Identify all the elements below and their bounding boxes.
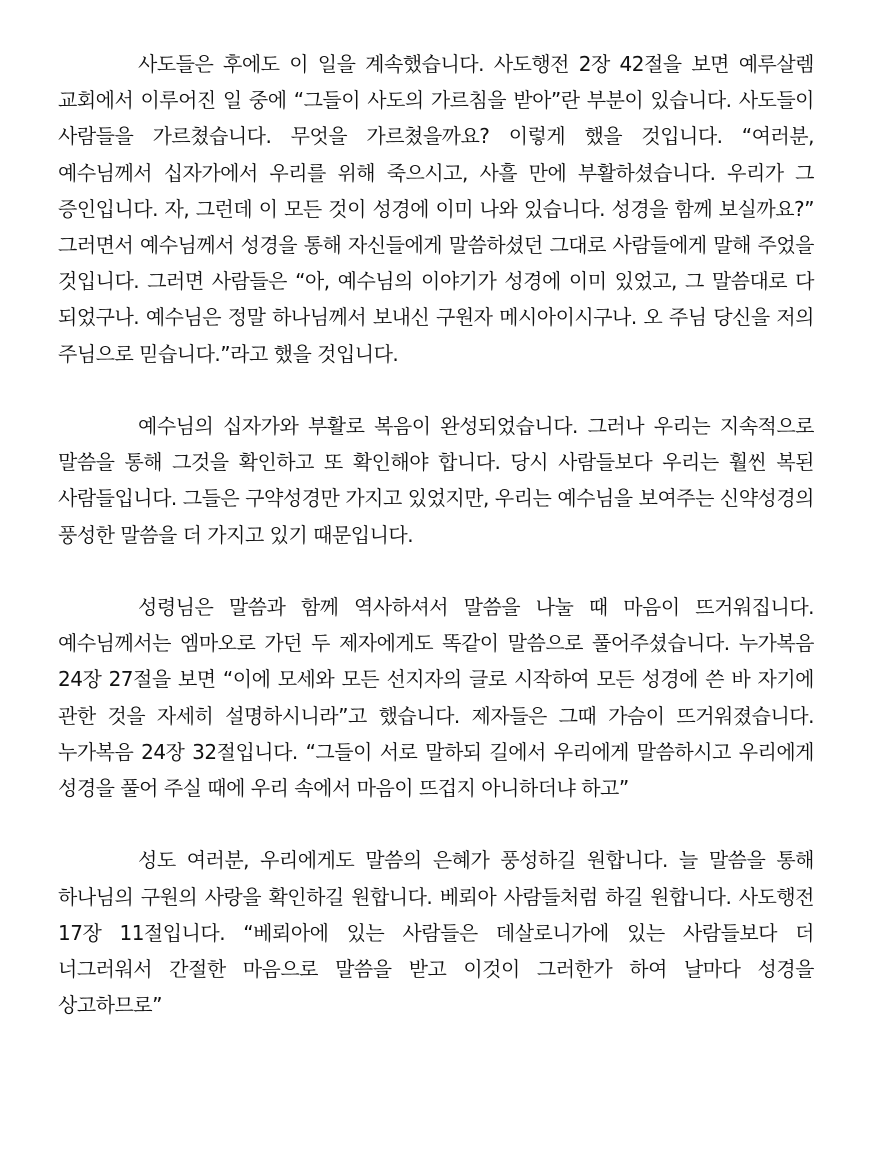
document-body — [58, 46, 814, 1060]
paragraph-2: 예수님의 십자가와 부활로 복음이 완성되었습니다. 그러나 우리는 지속적으로 말씀을 통해 그것을 확인하고 또 확인해야 합니다. 당시 사람들보다 우리는 훨씬 복된 사람들입니다. 그들은 구약성경만 가지고 있었지만, 우리는 예수님을 보여주는 신약성경의 풍성한 말씀을 더 가지고 있기 때문입니다. — [58, 414, 814, 547]
paragraph-4: 성도 여러분, 우리에게도 말씀의 은혜가 풍성하길 원합니다. 늘 말씀을 통해 하나님의 구원의 사랑을 확인하길 원합니다. 베뢰아 사람들처럼 하길 원합니다. 사도행전 17장 11절입니다. “베뢰아에 있는 사람들은 데살로니가에 있는 사람들보다 더 너그러워서 간절한 마음으로 말씀을 받고 이것이 그러한가 하여 날마다 성경을 상고하므로” — [58, 848, 814, 1018]
paragraph-1: 사도들은 후에도 이 일을 계속했습니다. 사도행전 2장 42절을 보면 예루살렘 교회에서 이루어진 일 중에 “그들이 사도의 가르침을 받아”란 부분이 있습니다. 사도들이 사람들을 가르쳤습니다. 무엇을 가르쳤을까요? 이렇게 했을 것입니다. “여러분, 예수님께서 십자가에서 우리를 위해 죽으시고, 사흘 만에 부활하셨습니다. 우리가 그 증인입니다. 자, 그런데 이 모든 것이 성경에 이미 나와 있습니다. 성경을 함께 보실까요?” 그러면서 예수님께서 성경을 통해 자신들에게 말씀하셨던 그대로 사람들에게 말해 주었을 것입니다. 그러면 사람들은 “아, 예수님의 이야기가 성경에 이미 있었고, 그 말씀대로 다 되었구나. 예수님은 정말 하나님께서 보내신 구원자 메시아이시구나. 오 주님 당신을 저의 주님으로 믿습니다.”라고 했을 것입니다. — [58, 52, 814, 366]
paragraph-3: 성령님은 말씀과 함께 역사하셔서 말씀을 나눌 때 마음이 뜨거워집니다. 예수님께서는 엠마오로 가던 두 제자에게도 똑같이 말씀으로 풀어주셨습니다. 누가복음 24장 27절을 보면 “이에 모세와 모든 선지자의 글로 시작하여 모든 성경에 쓴 바 자기에 관한 것을 자세히 설명하시니라”고 했습니다. 제자들은 그때 가슴이 뜨거워졌습니다. 누가복음 24장 32절입니다. “그들이 서로 말하되 길에서 우리에게 말씀하시고 우리에게 성경을 풀어 주실 때에 우리 속에서 마음이 뜨겁지 아니하더냐 하고” — [58, 595, 814, 801]
